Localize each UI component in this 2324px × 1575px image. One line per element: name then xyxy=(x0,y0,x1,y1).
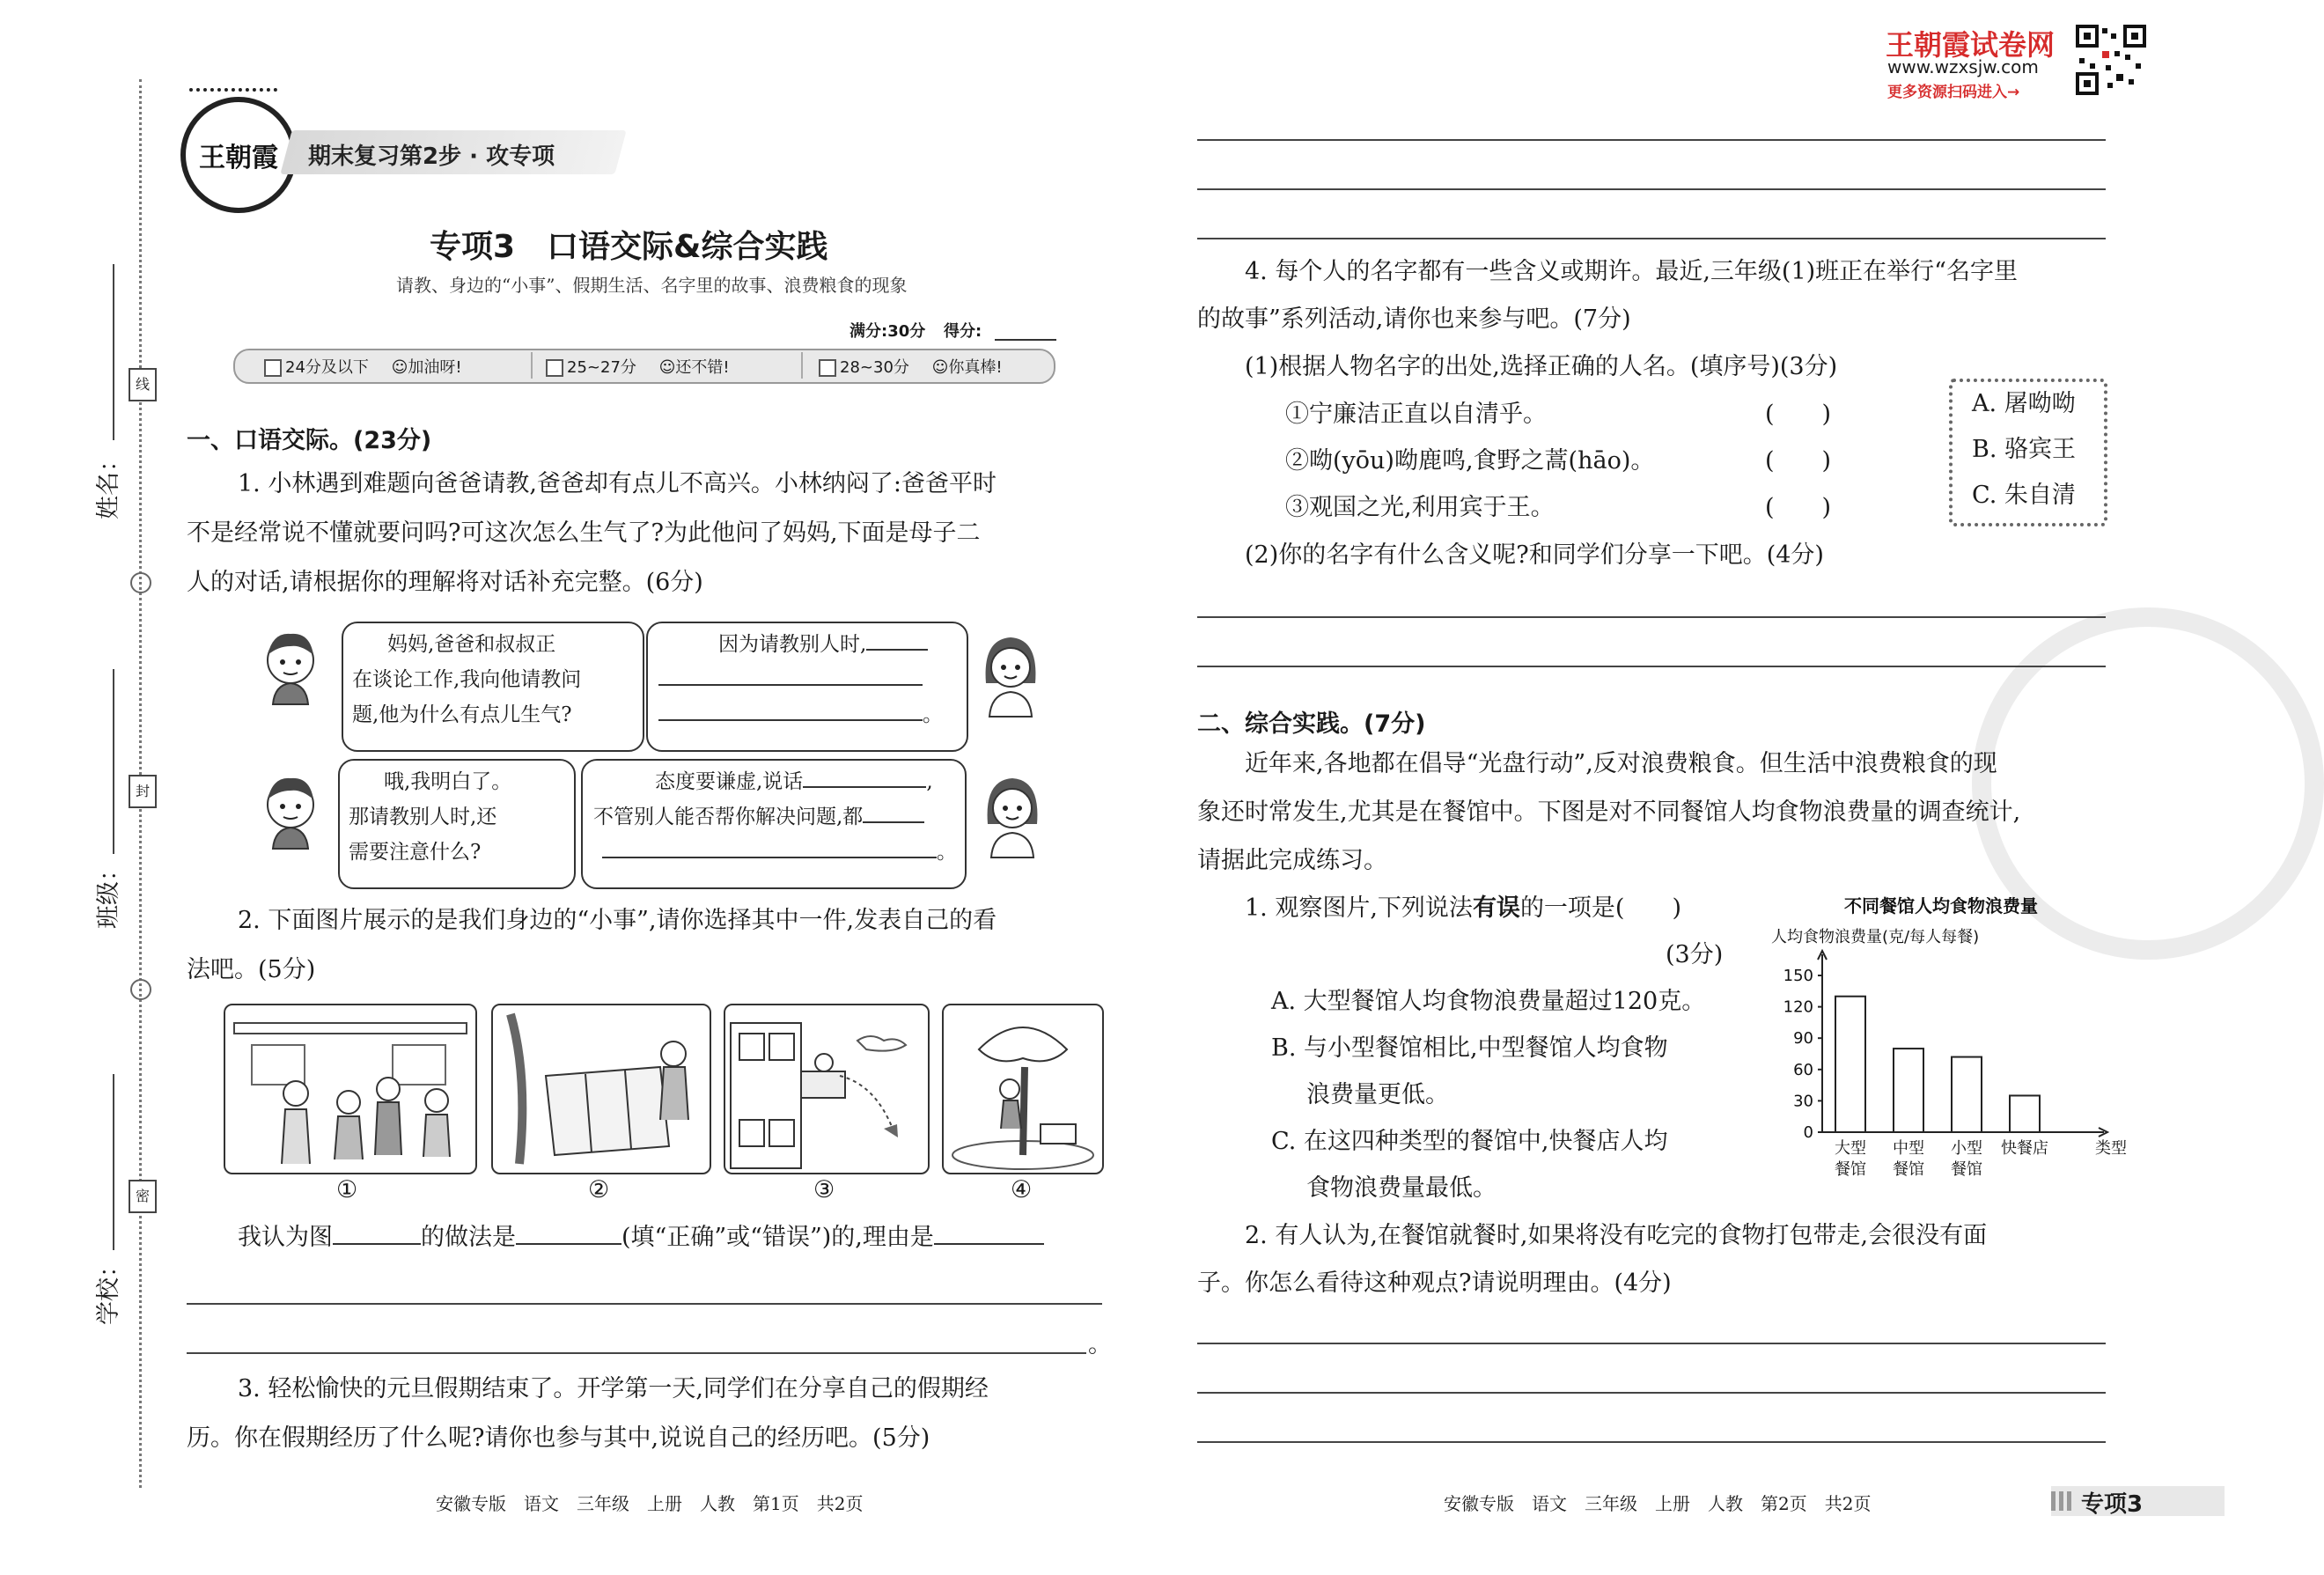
section2-intro: 请据此完成练习。 xyxy=(1197,847,1387,874)
rating-divider xyxy=(531,352,533,379)
x-tick-label: 中型 xyxy=(1893,1139,1924,1158)
section2-heading: 二、综合实践。(7分) xyxy=(1197,710,1426,738)
q2-line: 法吧。(5分) xyxy=(187,956,316,983)
rating-item[interactable] xyxy=(546,355,730,378)
rating-checkbox[interactable] xyxy=(819,359,836,377)
picture-label: ③ xyxy=(813,1176,835,1203)
dialogue-bubble-boy-1 xyxy=(342,622,644,752)
s2-q1-text[interactable]: 的一项是( ) xyxy=(1519,894,1682,922)
x-tick-label: 大型 xyxy=(1835,1139,1866,1158)
answer-blank[interactable] xyxy=(333,1242,421,1245)
answer-line[interactable] xyxy=(1197,616,2106,618)
class-field[interactable] xyxy=(113,669,114,854)
binding-hole-icon xyxy=(130,572,151,593)
picture-label: ② xyxy=(588,1176,610,1203)
page-title: 专项3 口语交际&综合实践 xyxy=(430,229,828,265)
q2-answer-line xyxy=(238,1213,1044,1262)
school-field[interactable] xyxy=(113,1074,114,1250)
answer-blank[interactable] xyxy=(602,856,937,858)
q4-sub2: (2)你的名字有什么含义呢?和同学们分享一下吧。(4分) xyxy=(1245,541,1824,569)
x-tick-label: 小型 xyxy=(1951,1139,1982,1158)
option-item: A. 屠呦呦 xyxy=(1972,390,2076,417)
q4-line: 4. 每个人的名字都有一些含义或期许。最近,三年级(1)班正在举行“名字里 xyxy=(1245,258,2018,285)
rating-item[interactable] xyxy=(819,355,1003,378)
picture-trash xyxy=(491,1004,711,1174)
rating-divider xyxy=(801,352,803,379)
site-hint: 更多资源扫码进入→ xyxy=(1887,84,2020,101)
x-tick-label: 快餐店 xyxy=(2001,1139,2048,1158)
bubble-line: 因为请教别人时, xyxy=(718,633,867,656)
seal-char-xian: 线 xyxy=(129,368,157,401)
picture-tree xyxy=(942,1004,1104,1174)
answer-blank[interactable] xyxy=(866,648,928,651)
answer-line[interactable] xyxy=(1197,139,2106,141)
period: 。 xyxy=(937,841,957,864)
bubble-line: 态度要谦虚,说话 xyxy=(655,770,804,793)
name-field[interactable] xyxy=(113,264,114,440)
answer-blank[interactable] xyxy=(516,1242,621,1245)
bar xyxy=(2010,1095,2040,1132)
answer-blank[interactable] xyxy=(934,1242,1044,1245)
bubble-line: 哦,我明白了。 xyxy=(384,770,512,793)
score-full: 满分:30分 xyxy=(849,322,926,341)
y-tick-label: 0 xyxy=(1803,1123,1813,1142)
picture-window xyxy=(724,1004,930,1174)
answer-line[interactable] xyxy=(1197,238,2106,239)
dialogue-bubble-mom-2: 态度要谦虚,说话 , 不管别人能否帮你解决问题,都 。 xyxy=(581,759,967,889)
x-tick-label: 餐馆 xyxy=(1835,1160,1866,1179)
bubble-line: 题,他为什么有点儿生气? xyxy=(352,703,572,726)
picture-bus xyxy=(224,1004,477,1174)
q1-line: 不是经常说不懂就要问吗?可这次怎么生气了?为此他问了妈妈,下面是母子二 xyxy=(187,519,981,547)
bar xyxy=(1894,1049,1923,1132)
s2-q1-line xyxy=(1245,884,1681,933)
y-tick-label: 150 xyxy=(1783,967,1813,985)
period: 。 xyxy=(1088,1331,1112,1358)
smiley-icon: ☺ xyxy=(658,358,676,377)
rating-checkbox[interactable] xyxy=(546,359,563,377)
s2-q2-line: 子。你怎么看待这种观点?请说明理由。(4分) xyxy=(1197,1270,1672,1297)
s2-option: A. 大型餐馆人均食物浪费量超过120克。 xyxy=(1271,988,1706,1015)
bubble-line: 那请教别人时,还 xyxy=(349,806,497,828)
chart-title: 不同餐馆人均食物浪费量 xyxy=(1844,895,2038,916)
option-item: B. 骆宾王 xyxy=(1972,436,2077,463)
site-url: www.wzxsjw.com xyxy=(1887,56,2039,77)
answer-blank[interactable] xyxy=(658,718,923,721)
answer-blank[interactable] xyxy=(863,821,924,823)
rating-range: 28~30分 xyxy=(840,358,909,377)
crown-icon xyxy=(189,88,277,104)
seal-char-mi: 密 xyxy=(129,1180,157,1213)
s2-q1-emphasis: 有误 xyxy=(1472,894,1520,922)
period: 。 xyxy=(923,703,943,726)
rating-checkbox[interactable] xyxy=(264,359,282,377)
y-tick-label: 60 xyxy=(1793,1060,1813,1079)
section2-intro: 近年来,各地都在倡导“光盘行动”,反对浪费粮食。但生活中浪费粮食的现 xyxy=(1245,750,1997,777)
answer-line[interactable] xyxy=(1197,666,2106,667)
answer-line[interactable] xyxy=(1197,1392,2106,1394)
footer-right: 安徽专版 语文 三年级 上册 人教 第2页 共2页 xyxy=(1444,1493,1872,1514)
section1-heading: 一、口语交际。(23分) xyxy=(187,427,432,454)
bubble-line: 需要注意什么? xyxy=(349,841,482,864)
qr-code-icon[interactable] xyxy=(2076,25,2146,95)
q2-answer-text: (填“正确”或“错误”)的,理由是 xyxy=(621,1224,934,1251)
binding-hole-icon xyxy=(130,979,151,1000)
q4-item: ②呦(yōu)呦鹿鸣,食野之蒿(hāo)。 xyxy=(1285,447,1655,475)
option-item: C. 朱自清 xyxy=(1972,482,2076,509)
s2-q1-text: 1. 观察图片,下列说法 xyxy=(1245,894,1473,922)
waste-chart xyxy=(1761,889,2127,1189)
bar xyxy=(1835,997,1865,1132)
smiley-icon: ☺ xyxy=(931,358,949,377)
name-label: 姓名： xyxy=(95,448,122,519)
answer-paren[interactable]: ( ) xyxy=(1765,401,1832,428)
rating-comment: 加油呀! xyxy=(408,358,462,377)
section2-intro: 象还时常发生,尤其是在餐馆中。下图是对不同餐馆人均食物浪费量的调查统计, xyxy=(1197,799,2021,826)
mom-avatar xyxy=(977,771,1048,859)
smiley-icon: ☺ xyxy=(391,358,408,377)
answer-line[interactable] xyxy=(1197,1441,2106,1443)
step-label: 期末复习第2步 · 攻专项 xyxy=(308,144,555,170)
x-tick-label: 餐馆 xyxy=(1951,1160,1982,1179)
boy-avatar xyxy=(255,627,326,706)
q4-item: ①宁廉洁正直以自清乎。 xyxy=(1285,401,1547,428)
y-tick-label: 30 xyxy=(1793,1092,1813,1111)
dialogue-bubble-boy-2 xyxy=(338,759,576,889)
answer-blank[interactable] xyxy=(803,785,926,788)
s2-option: C. 在这四种类型的餐馆中,快餐店人均 xyxy=(1271,1128,1668,1155)
dialogue-bubble-mom-1 xyxy=(646,622,968,752)
rating-item[interactable] xyxy=(264,355,462,378)
picture-label: ④ xyxy=(1011,1176,1033,1203)
rating-range: 24分及以下 xyxy=(285,358,369,377)
seal-char-feng: 封 xyxy=(129,775,157,808)
class-label: 班级： xyxy=(95,857,122,929)
rating-range: 25~27分 xyxy=(567,358,636,377)
site-name: 王朝霞试卷网 xyxy=(1886,28,2056,62)
answer-blank[interactable] xyxy=(658,683,923,686)
score-got: 得分: xyxy=(944,322,982,341)
logo-text: 王朝霞 xyxy=(199,143,278,173)
chart-ylabel: 人均食物浪费量(克/每人每餐) xyxy=(1771,928,1980,946)
q4-line: 的故事”系列活动,请你也来参与吧。(7分) xyxy=(1197,305,1631,333)
q1-line: 1. 小林遇到难题向爸爸请教,爸爸却有点儿不高兴。小林纳闷了:爸爸平时 xyxy=(238,470,997,497)
bar xyxy=(1952,1057,1982,1132)
bubble-line: 妈妈,爸爸和叔叔正 xyxy=(387,633,556,656)
y-tick-label: 90 xyxy=(1793,1029,1813,1049)
rating-comment: 你真棒! xyxy=(948,358,1003,377)
rating-comment: 还不错! xyxy=(675,358,730,377)
chart-xlabel: 类型 xyxy=(2095,1139,2127,1158)
s2-option: 浪费量更低。 xyxy=(1306,1081,1449,1108)
chart-svg xyxy=(1761,889,2127,1189)
boy-avatar xyxy=(255,771,326,850)
brand-seal-logo xyxy=(180,97,297,213)
picture-label: ① xyxy=(336,1176,358,1203)
answer-line[interactable] xyxy=(1197,188,2106,190)
q4-sub1: (1)根据人物名字的出处,选择正确的人名。(填序号)(3分) xyxy=(1245,353,1838,380)
page-subtitle: 请教、身边的“小事”、假期生活、名字里的故事、浪费粮食的现象 xyxy=(396,275,908,296)
mom-avatar xyxy=(975,630,1046,718)
footer-left: 安徽专版 语文 三年级 上册 人教 第1页 共2页 xyxy=(436,1493,864,1514)
bubble-line: 不管别人能否帮你解决问题,都 xyxy=(593,806,864,828)
school-label: 学校： xyxy=(95,1254,122,1325)
s2-option: B. 与小型餐馆相比,中型餐馆人均食物 xyxy=(1271,1034,1668,1062)
s2-option: 食物浪费量最低。 xyxy=(1306,1174,1497,1202)
bubble-line: 在谈论工作,我向他请教问 xyxy=(352,668,582,691)
q2-answer-text: 的做法是 xyxy=(421,1224,516,1251)
q3-line: 3. 轻松愉快的元旦假期结束了。开学第一天,同学们在分享自己的假期经 xyxy=(238,1375,989,1402)
binding-margin xyxy=(0,0,167,1575)
q3-line: 历。你在假期经历了什么呢?请你也参与其中,说说自己的经历吧。(5分) xyxy=(187,1424,930,1452)
q2-answer-text: 我认为图 xyxy=(238,1224,333,1251)
answer-line[interactable] xyxy=(1197,1343,2106,1344)
answer-paren[interactable]: ( ) xyxy=(1765,494,1832,521)
answer-line[interactable] xyxy=(187,1303,1102,1305)
x-tick-label: 餐馆 xyxy=(1893,1160,1924,1179)
score-field[interactable] xyxy=(995,339,1056,341)
page-tag: 专项3 xyxy=(2081,1491,2144,1518)
answer-paren[interactable]: ( ) xyxy=(1765,447,1832,475)
dots-icon xyxy=(2051,1491,2074,1511)
y-tick-label: 120 xyxy=(1783,997,1813,1017)
s2-q1-score: (3分) xyxy=(1666,941,1724,968)
q4-item: ③观国之光,利用宾于王。 xyxy=(1285,494,1555,521)
q1-line: 人的对话,请根据你的理解将对话补充完整。(6分) xyxy=(187,569,703,596)
s2-q2-line: 2. 有人认为,在餐馆就餐时,如果将没有吃完的食物打包带走,会很没有面 xyxy=(1245,1222,1988,1249)
answer-line[interactable] xyxy=(187,1352,1086,1354)
q2-line: 2. 下面图片展示的是我们身边的“小事”,请你选择其中一件,发表自己的看 xyxy=(238,907,997,934)
